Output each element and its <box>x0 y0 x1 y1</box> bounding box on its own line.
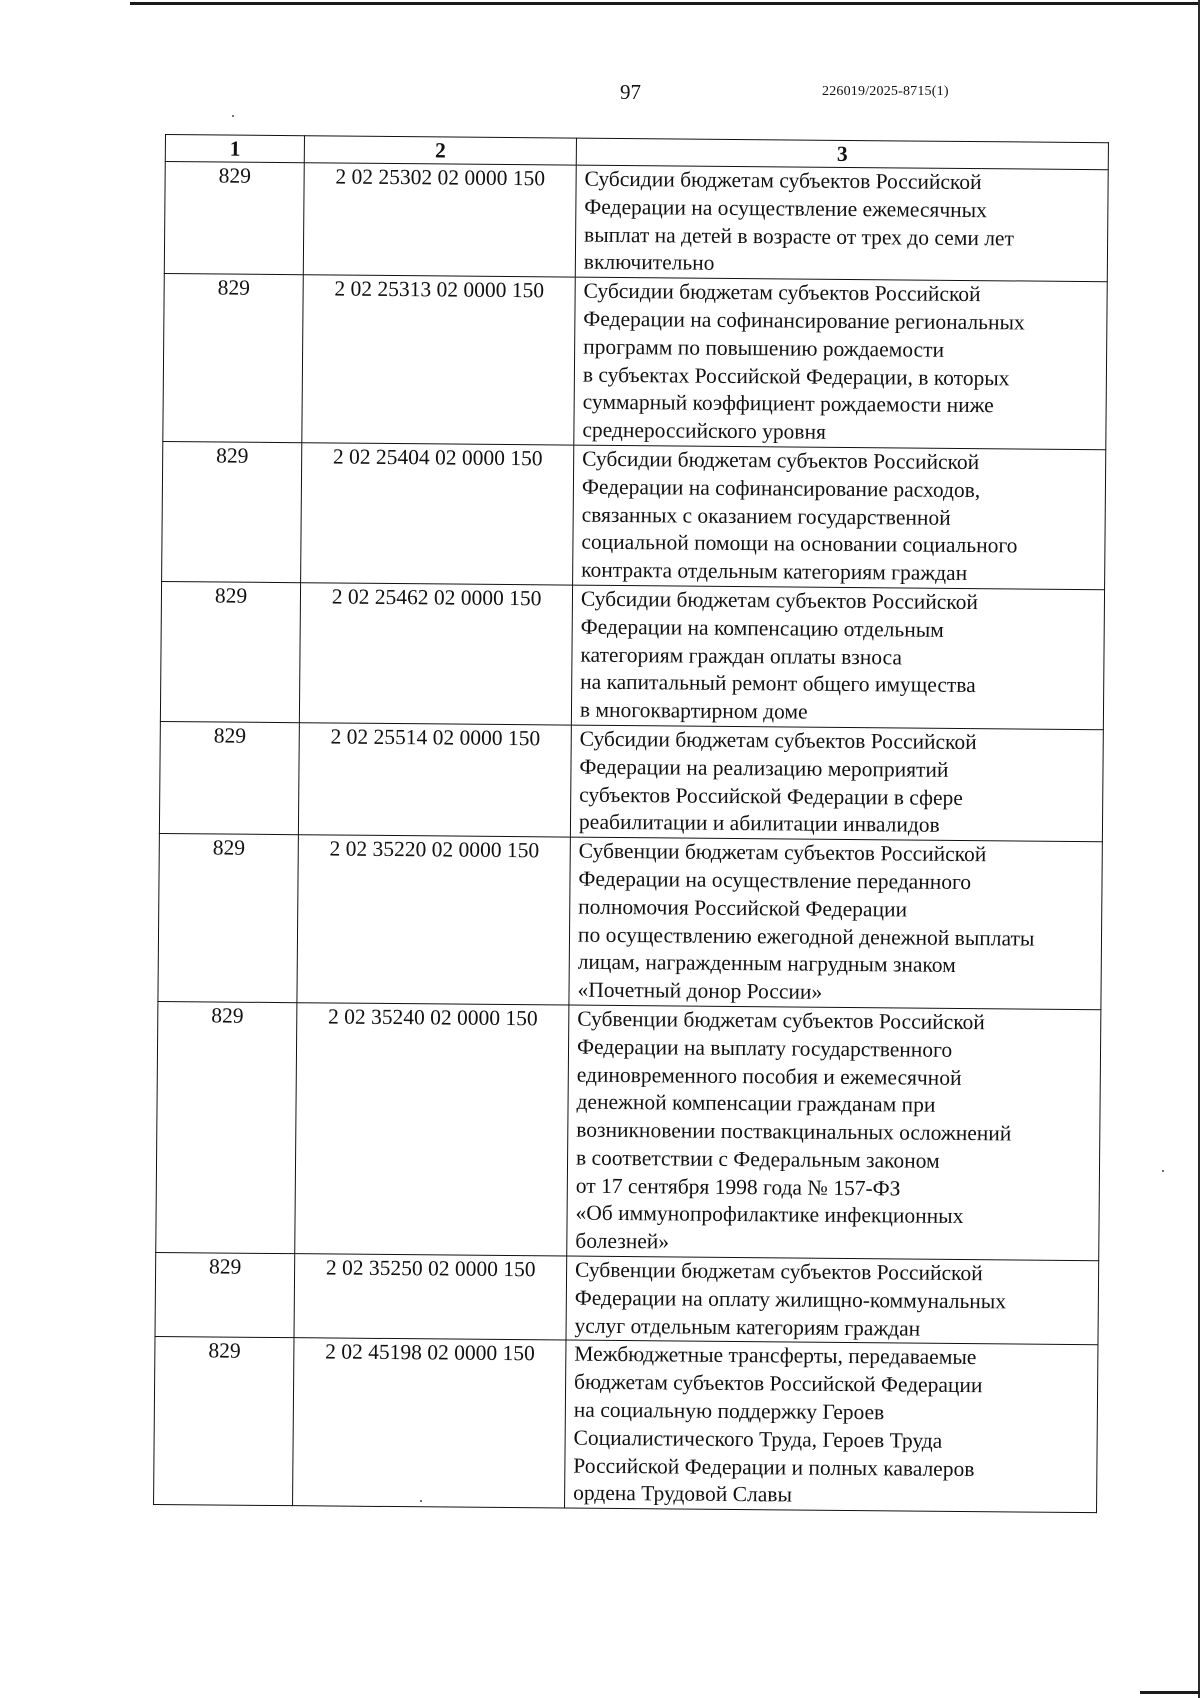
income-code-cell: 2 02 25404 02 0000 150 <box>301 443 574 585</box>
income-description-cell: Субвенции бюджетам субъектов Российской Федерации на выплату государственного единовременного пособия и ежемесячной денежной компенсации гражданам при возникновении поствакцинальных осложнений в соответствии с Федеральным законом от 17 сентября 1998 года № 157-ФЗ «Об иммунопрофилактике инфекционных болезней» <box>567 1005 1101 1261</box>
income-code-cell: 2 02 25313 02 0000 150 <box>302 275 575 445</box>
scan-speck <box>1162 1170 1164 1172</box>
income-code-cell: 2 02 45198 02 0000 150 <box>293 1338 566 1508</box>
income-code-cell: 2 02 25462 02 0000 150 <box>300 583 573 725</box>
income-code-cell: 2 02 35240 02 0000 150 <box>295 1003 569 1257</box>
scan-edge-bottom <box>1140 1691 1200 1694</box>
column-header-3: 3 <box>576 138 1108 170</box>
admin-code-cell: 829 <box>156 1001 297 1253</box>
income-description-cell: Субсидии бюджетам субъектов Российской Федерации на осуществление ежемесячных выплат на детей в возрасте от трех до семи лет включительно <box>575 165 1108 282</box>
admin-code-cell: 829 <box>160 581 300 722</box>
income-description-cell: Субсидии бюджетам субъектов Российской Федерации на софинансирование региональных программ по повышению рождаемости в субъектах Российской Федерации, в которых суммарный коэффициент рождаемости ниже среднероссийского уровня <box>574 277 1107 449</box>
income-code-cell: 2 02 35250 02 0000 150 <box>294 1254 566 1341</box>
document-id: 226019/2025-8715(1) <box>822 84 949 99</box>
scan-speck <box>232 115 234 117</box>
table-row <box>159 721 1103 841</box>
budget-classification-table <box>153 134 1109 1513</box>
table-row <box>164 162 1108 282</box>
scan-edge-top <box>130 2 1200 5</box>
income-description-cell: Субсидии бюджетам субъектов Российской Федерации на компенсацию отдельным категориям граждан оплаты взноса на капитальный ремонт общего имущества в многоквартирном доме <box>571 585 1104 730</box>
admin-code-cell: 829 <box>164 162 304 275</box>
table-row <box>154 1337 1098 1513</box>
table-row <box>155 1253 1099 1346</box>
column-header-1: 1 <box>165 135 304 163</box>
income-description-cell: Субсидии бюджетам субъектов Российской Федерации на софинансирование расходов, связанных с оказанием государственной социальной помощи на основании социального контракта отдельным категориям граждан <box>573 445 1106 590</box>
income-code-cell: 2 02 25302 02 0000 150 <box>304 163 577 278</box>
income-description-cell: Субвенции бюджетам субъектов Российской Федерации на оплату жилищно-коммунальных услуг отдельным категориям граждан <box>566 1256 1099 1345</box>
admin-code-cell: 829 <box>158 834 299 1003</box>
income-description-cell: Субсидии бюджетам субъектов Российской Федерации на реализацию мероприятий субъектов Российской Федерации в сфере реабилитации и абилитации инвалидов <box>570 725 1103 842</box>
table-row <box>160 581 1104 729</box>
table-body <box>154 162 1109 1513</box>
admin-code-cell: 829 <box>154 1337 295 1506</box>
table-row <box>163 274 1107 450</box>
admin-code-cell: 829 <box>159 721 299 834</box>
income-code-cell: 2 02 25514 02 0000 150 <box>299 723 572 838</box>
income-code-cell: 2 02 35220 02 0000 150 <box>297 835 570 1005</box>
admin-code-cell: 829 <box>163 274 304 443</box>
income-description-cell: Межбюджетные трансферты, передаваемые бюджетам субъектов Российской Федерации на социальную поддержку Героев Социалистического Труда, Героев Труда Российской Федерации и полных кавалеров ордена Трудовой Славы <box>564 1341 1097 1513</box>
column-header-2: 2 <box>305 136 577 165</box>
table-row <box>162 441 1106 589</box>
admin-code-cell: 829 <box>155 1253 295 1339</box>
income-description-cell: Субвенции бюджетам субъектов Российской Федерации на осуществление переданного полномочия Российской Федерации по осуществлению ежегодной денежной выплаты лицам, награжденным нагрудным знаком «Почетный донор России» <box>569 837 1102 1009</box>
table-row <box>156 1001 1101 1260</box>
page-number: 97 <box>620 80 641 104</box>
admin-code-cell: 829 <box>162 441 302 582</box>
table-row <box>158 834 1102 1010</box>
